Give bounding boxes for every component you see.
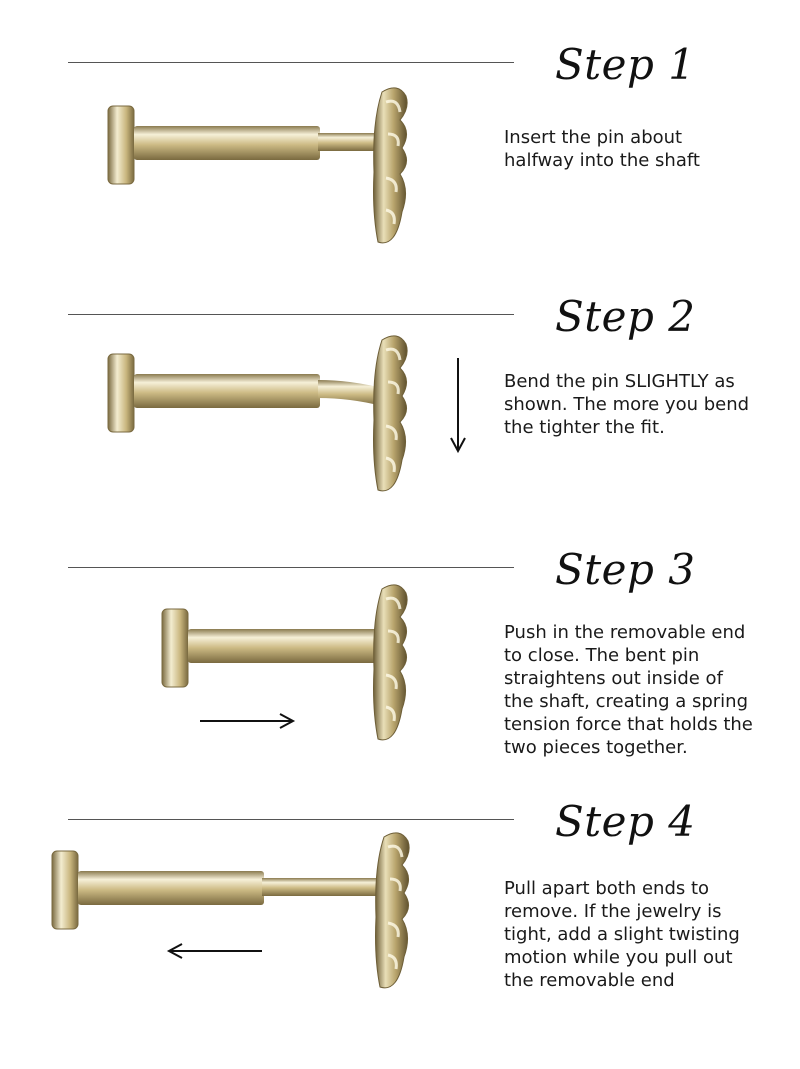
jewelry-top xyxy=(374,585,408,740)
step-1 xyxy=(0,40,800,312)
jewelry-illustration xyxy=(0,567,500,767)
step-description: Pull apart both ends to remove. If the jewelry is tight, add a slight twisting motion while you pull out the removable end xyxy=(504,878,740,991)
jewelry-top xyxy=(376,833,410,988)
step-3 xyxy=(0,545,800,817)
right-arrow-icon xyxy=(200,714,293,728)
step-2 xyxy=(0,292,800,564)
step-title: Step 1 xyxy=(555,40,696,89)
step-description: Bend the pin SLIGHTLY as shown. The more you bend the tighter the fit. xyxy=(504,371,750,438)
jewelry-illustration xyxy=(0,819,500,1019)
step-title: Step 3 xyxy=(555,545,696,594)
left-arrow-icon xyxy=(169,944,262,958)
jewelry-illustration xyxy=(0,62,500,262)
step-description: Push in the removable end to close. The bent pin straightens out inside of the shaft, creating a spring tension force that holds the two pieces together. xyxy=(504,622,753,758)
jewelry-top xyxy=(374,88,408,243)
down-arrow-icon xyxy=(451,358,465,451)
jewelry-illustration xyxy=(0,314,500,514)
jewelry-top xyxy=(374,336,408,491)
step-description: Insert the pin about halfway into the shaft xyxy=(504,127,700,171)
step-4 xyxy=(0,797,800,1069)
step-title: Step 4 xyxy=(555,797,696,846)
step-title: Step 2 xyxy=(555,292,696,341)
